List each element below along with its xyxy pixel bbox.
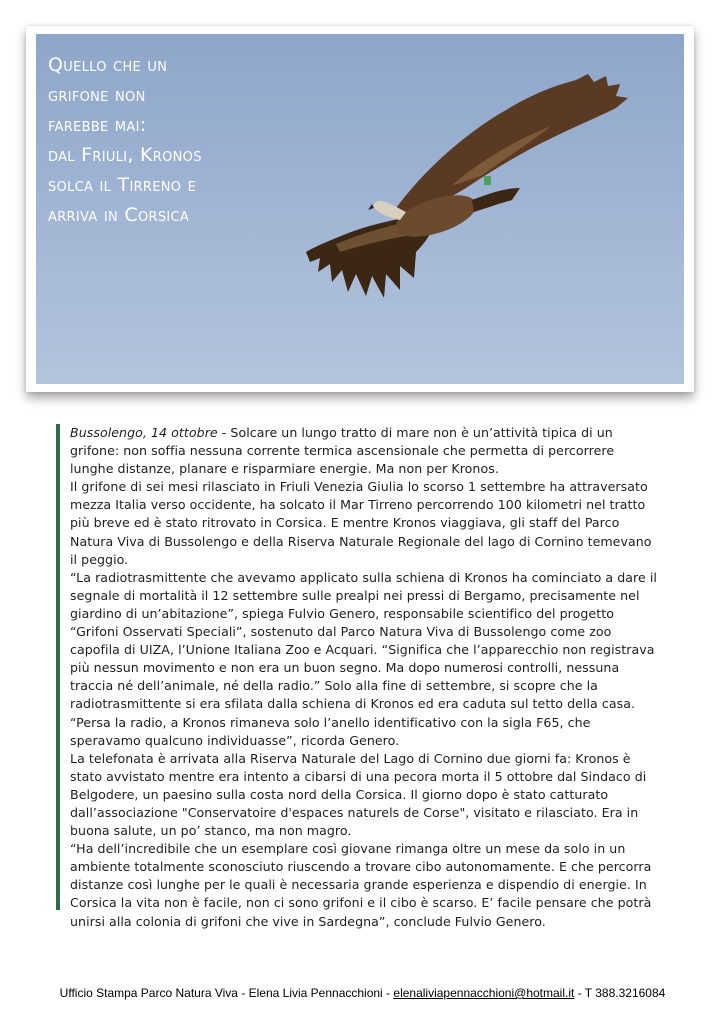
article-body — [56, 424, 661, 929]
hero-frame — [26, 26, 694, 392]
article-paragraph: La telefonata è arrivata alla Riserva Naturale del Lago di Cornino due giorni fa: Kronos è stato avvistato mentre era intento a cibarsi di una pecora morta il 5 ottobre dal Sindaco di Belgodere, un paesino sulla costa nord della Corsica. Il giorno dopo è stato catturato dall’associazione "Conservatoire d'espaces naturels de Corse", visitato e rilasciato. Era in buona salute, un po’ stanco, ma non magro. — [70, 750, 647, 839]
title-line: arriva in Corsica — [48, 204, 190, 226]
article-paragraph — [70, 424, 661, 478]
footer-phone: - T 388.3216084 — [574, 986, 666, 1000]
title-line: Quello che un — [48, 54, 168, 76]
article-paragraph: “Ha dell’incredibile che un esemplare così giovane rimanga oltre un mese da solo in un ambiente totalmente sconosciuto riuscendo a trovare cibo autonomamente. E che percorra distanze così lunghe per le quali è necessaria grande esperienza e dispendio di energie. In Corsica la vita non è facile, non ci sono grifoni e il cibo è scarso. E’ facile pensare che potrà unirsi alla colonia di grifoni che vive in Sardegna”, conclude Fulvio Genero. — [70, 841, 652, 929]
paragraph-text: - Solcare un lungo tratto di mare non è un’attività tipica di un grifone: non soffia nessuna corrente termica ascensionale che permetta di percorrere lunghe distanze, planare e risparmiare energie. Ma non per Kronos. — [70, 425, 615, 477]
title-line: dal Friuli, Kronos — [48, 144, 202, 166]
wing-tag — [484, 176, 491, 185]
article-paragraph: Il grifone di sei mesi rilasciato in Friuli Venezia Giulia lo scorso 1 settembre ha attraversato mezza Italia verso occidente, ha solcato il Mar Tirreno percorrendo 100 kilometri nel tratto più breve ed è stato ritrovato in Corsica. E mentre Kronos viaggiava, gli staff del Parco Natura Viva di Bussolengo e della Riserva Naturale Regionale del lago di Cornino temevano il peggio. — [70, 479, 652, 567]
article-paragraph: “La radiotrasmittente che avevamo applicato sulla schiena di Kronos ha cominciato a dare il segnale di mortalità il 12 settembre sulle prealpi nei pressi di Bergamo, precisamente nel giardino di un’abitazione”, spiega Fulvio Genero, responsabile scientifico del progetto “Grifoni Osservati Speciali”, sostenuto dal Parco Natura Viva di Bussolengo come zoo capofila di UIZA, l’Unione Italiana Zoo e Acquari. “Significa che l’apparecchio non registrava più nessun movimento e non era un buon segno. Ma dopo numerosi controlli, nessuna traccia né dell’animale, né della radio.” Solo alla fine di settembre, si scopre che la radiotrasmittente si era sfilata dalla schiena di Kronos ed era caduta sul tetto della casa. “Persa la radio, a Kronos rimaneva solo l’anello identificativo con la sigla F65, che speravamo qualcuno individuasse”, ricorda Genero. — [70, 569, 657, 748]
title-line: farebbe mai: — [48, 114, 147, 136]
footer — [0, 986, 725, 1000]
dateline: Bussolengo, 14 ottobre — [70, 425, 218, 440]
page-title — [48, 50, 278, 230]
title-line: grifone non — [48, 84, 146, 106]
email-link[interactable]: elenaliviapennacchioni@hotmail.it — [393, 986, 575, 1000]
griffon-vulture-image — [276, 38, 636, 308]
title-line: solca il Tirreno e — [48, 174, 197, 196]
hero-photo — [36, 34, 684, 384]
footer-contact: Ufficio Stampa Parco Natura Viva - Elena Livia Pennacchioni - — [59, 986, 394, 1000]
